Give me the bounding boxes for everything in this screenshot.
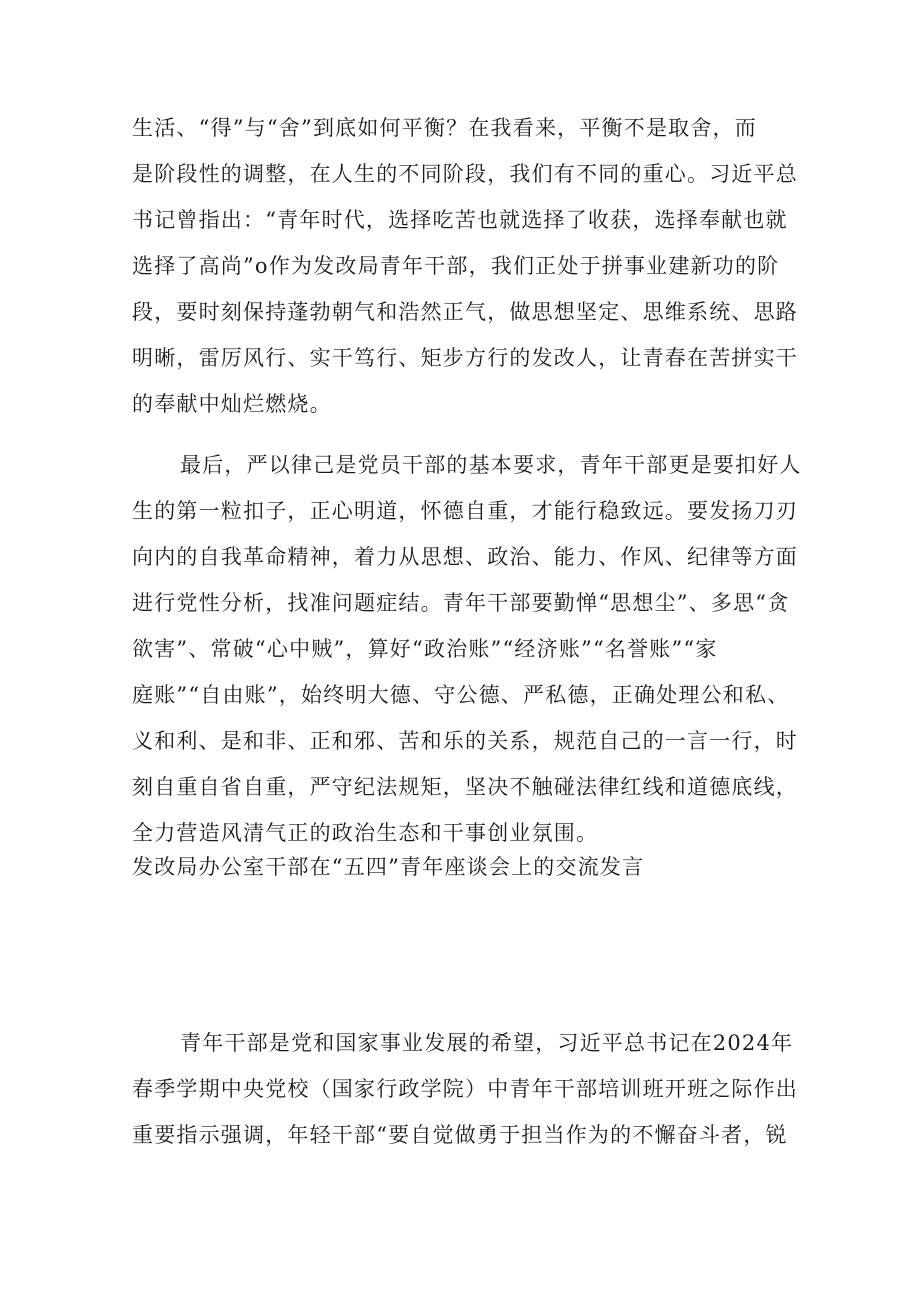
paragraph-1-line: 明晰，雷厉风行、实干笃行、矩步方行的发改人，让青春在苦拼实干 — [132, 346, 798, 370]
paragraph-2-line: 向内的自我革命精神，着力从思想、政治、能力、作风、纪律等方面 — [132, 545, 798, 569]
paragraph-2-line: 生的第一粒扣子，正心明道，怀德自重，才能行稳致远。要发扬刀刃 — [132, 499, 798, 523]
paragraph-2-line: 欲害”、常破“心中贼”，算好“政治账”“经济账”“名誉账”“家 — [132, 637, 718, 661]
paragraph-2-line: 最后，严以律己是党员干部的基本要求，青年干部更是要扣好人 — [180, 453, 802, 477]
paragraph-1-line: 生活、“得”与“舍”到底如何平衡？在我看来，平衡不是取舍，而 — [132, 116, 757, 140]
paragraph-2-line: 庭账”“自由账”，始终明大德、守公德、严私德，正确处理公和私、 — [132, 683, 790, 707]
paragraph-2-line: 刻自重自省自重，严守纪法规矩，坚决不触碰法律红线和道德底线， — [132, 775, 798, 799]
paragraph-3-line: 春季学期中央党校（国家行政学院）中青年干部培训班开班之际作出 — [132, 1077, 798, 1101]
paragraph-2-line: 进行党性分析，找准问题症结。青年干部要勤惮“思想尘”、多思“贪 — [132, 591, 790, 615]
paragraph-2-line: 义和利、是和非、正和邪、苦和乐的关系，规范自己的一言一行，时 — [132, 729, 798, 753]
paragraph-3-line: 重要指示强调，年轻干部“要自觉做勇于担当作为的不懈奋斗者，锐 — [132, 1123, 788, 1147]
paragraph-1-line: 书记曾指出：“青年时代，选择吃苦也就选择了收获，选择奉献也就 — [132, 208, 788, 232]
paragraph-2-line: 全力营造风清气正的政治生态和干事创业氛围。 — [132, 821, 599, 845]
paragraph-1-line: 的奉献中灿烂燃烧。 — [132, 392, 332, 416]
paragraph-1-line: 选择了高尚”o作为发改局青年干部，我们正处于拼事业建新功的阶 — [132, 254, 780, 278]
paragraph-3-line: 青年干部是党和国家事业发展的希望，习近平总书记在2024年 — [180, 1031, 794, 1055]
paragraph-1-line: 是阶段性的调整，在人生的不同阶段，我们有不同的重心。习近平总 — [132, 162, 798, 186]
section-title: 发改局办公室干部在“五四”青年座谈会上的交流发言 — [132, 855, 645, 879]
paragraph-1-line: 段，要时刻保持蓬勃朝气和浩然正气，做思想坚定、思维系统、思路 — [132, 300, 798, 324]
